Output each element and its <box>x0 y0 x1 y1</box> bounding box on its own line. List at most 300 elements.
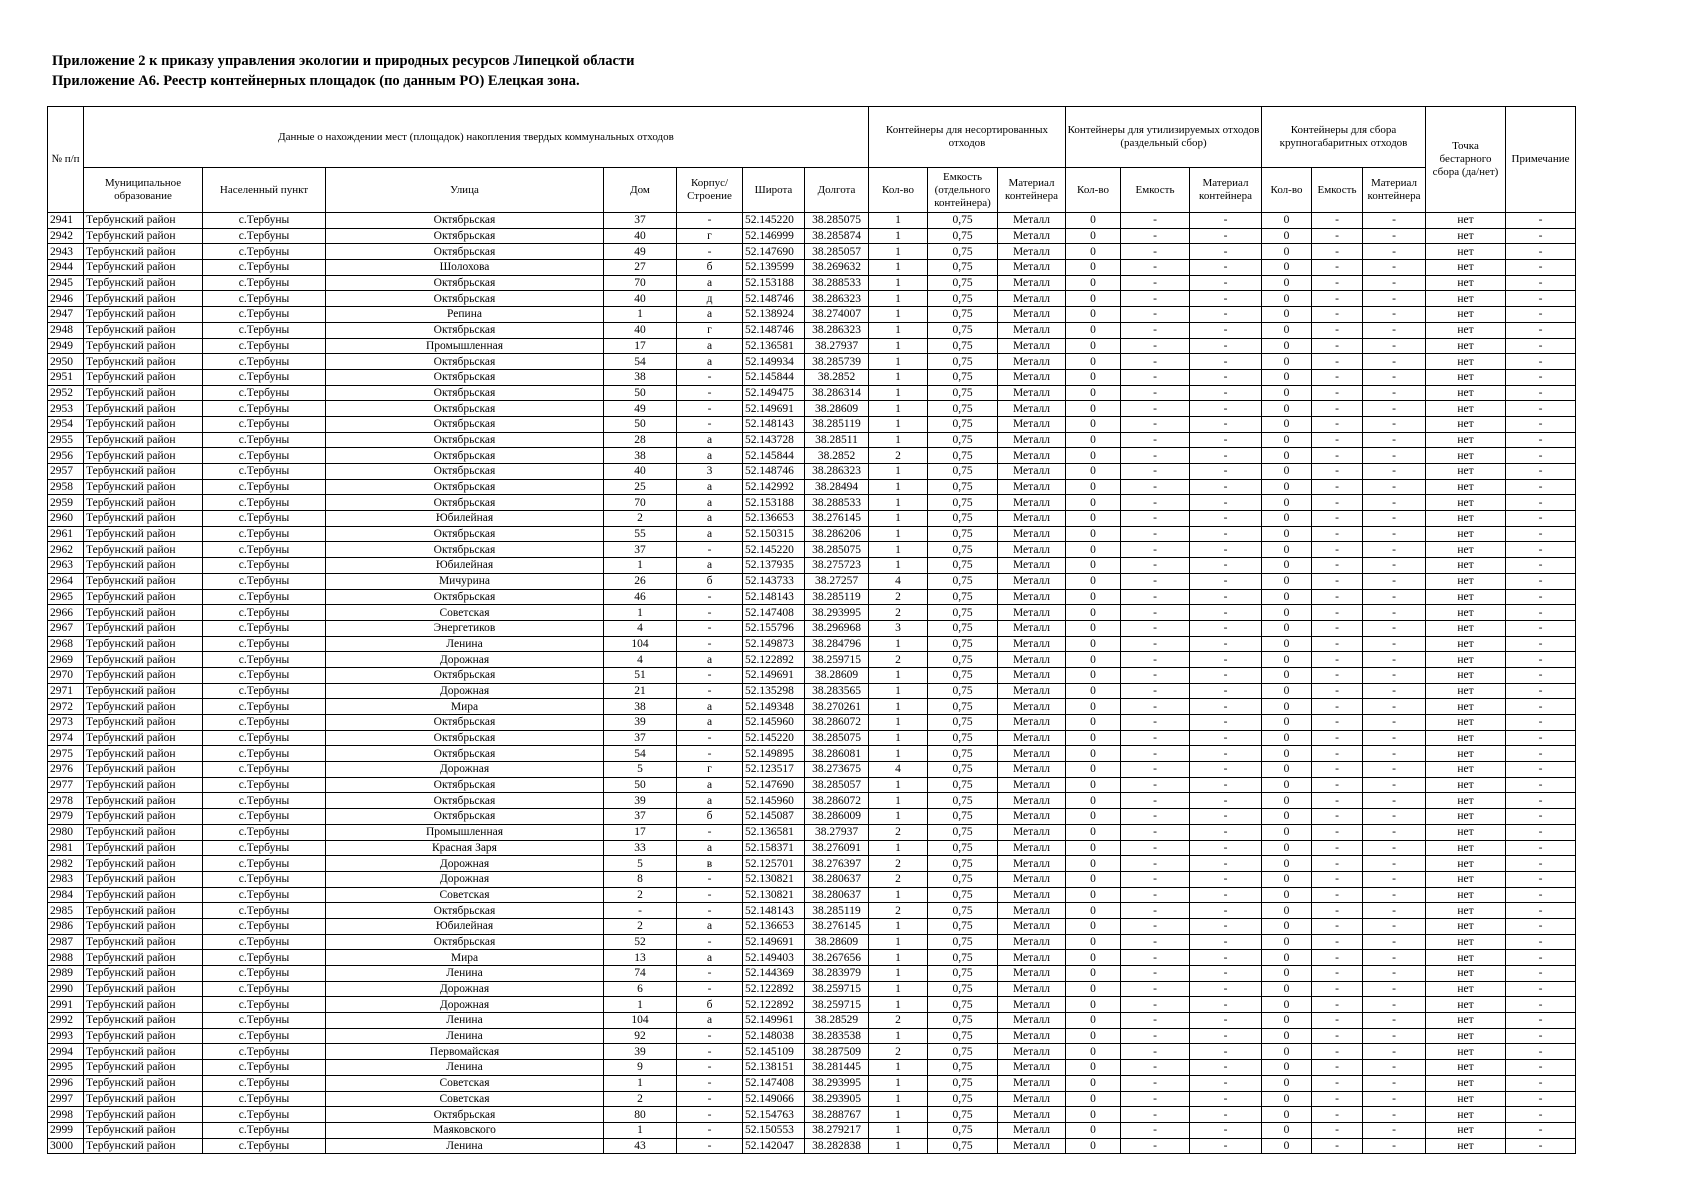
cell-municipality: Тербунский район <box>84 589 203 605</box>
cell-house: 1 <box>604 1122 677 1138</box>
cell-num: 2971 <box>48 683 84 699</box>
cell-u-material: Металл <box>998 401 1066 417</box>
cell-municipality: Тербунский район <box>84 636 203 652</box>
header-recycle-group: Контейнеры для утилизируемых отходов (раздельный сбор) <box>1066 107 1262 168</box>
cell-municipality: Тербунский район <box>84 260 203 276</box>
cell-u-material: Металл <box>998 918 1066 934</box>
cell-house: 27 <box>604 260 677 276</box>
cell-r-material: - <box>1190 636 1262 652</box>
header-bulky-group: Контейнеры для сбора крупногабаритных отходов <box>1262 107 1426 168</box>
cell-lat: 52.158371 <box>743 840 805 856</box>
cell-house: 54 <box>604 354 677 370</box>
cell-u-material: Металл <box>998 840 1066 856</box>
cell-street: Дорожная <box>326 856 604 872</box>
table-row <box>48 228 1576 244</box>
cell-lat: 52.153188 <box>743 275 805 291</box>
cell-r-material: - <box>1190 918 1262 934</box>
cell-b-capacity: - <box>1312 966 1363 982</box>
table-row <box>48 620 1576 636</box>
cell-num: 2974 <box>48 730 84 746</box>
cell-municipality: Тербунский район <box>84 762 203 778</box>
cell-street: Промышленная <box>326 338 604 354</box>
cell-r-count: 0 <box>1066 511 1121 527</box>
cell-lat: 52.143733 <box>743 573 805 589</box>
cell-b-capacity: - <box>1312 887 1363 903</box>
cell-u-capacity: 0,75 <box>928 589 998 605</box>
cell-u-material: Металл <box>998 228 1066 244</box>
cell-b-count: 0 <box>1262 291 1312 307</box>
cell-lat: 52.146999 <box>743 228 805 244</box>
cell-containerless: нет <box>1426 338 1506 354</box>
cell-u-material: Металл <box>998 887 1066 903</box>
table-row <box>48 887 1576 903</box>
cell-b-capacity: - <box>1312 338 1363 354</box>
cell-street: Юбилейная <box>326 511 604 527</box>
cell-r-count: 0 <box>1066 573 1121 589</box>
cell-u-capacity: 0,75 <box>928 464 998 480</box>
cell-r-count: 0 <box>1066 966 1121 982</box>
cell-u-count: 2 <box>869 871 928 887</box>
cell-b-material: - <box>1363 871 1426 887</box>
cell-r-count: 0 <box>1066 1107 1121 1123</box>
table-row <box>48 746 1576 762</box>
cell-u-capacity: 0,75 <box>928 981 998 997</box>
cell-note: - <box>1506 1013 1576 1029</box>
cell-house: 13 <box>604 950 677 966</box>
cell-street: Ленина <box>326 966 604 982</box>
cell-containerless: нет <box>1426 793 1506 809</box>
cell-note: - <box>1506 464 1576 480</box>
cell-building: - <box>677 1028 743 1044</box>
cell-b-capacity: - <box>1312 322 1363 338</box>
header-r-material: Материал контейнера <box>1190 168 1262 213</box>
cell-b-capacity: - <box>1312 1138 1363 1154</box>
cell-r-material: - <box>1190 213 1262 229</box>
cell-building: г <box>677 322 743 338</box>
table-row <box>48 354 1576 370</box>
cell-house: 2 <box>604 918 677 934</box>
cell-building: - <box>677 605 743 621</box>
cell-note: - <box>1506 338 1576 354</box>
cell-lat: 52.145844 <box>743 448 805 464</box>
cell-u-capacity: 0,75 <box>928 322 998 338</box>
cell-u-capacity: 0,75 <box>928 966 998 982</box>
cell-b-capacity: - <box>1312 464 1363 480</box>
cell-r-material: - <box>1190 652 1262 668</box>
cell-b-capacity: - <box>1312 903 1363 919</box>
cell-street: Советская <box>326 887 604 903</box>
cell-street: Дорожная <box>326 683 604 699</box>
table-row <box>48 369 1576 385</box>
cell-lon: 38.28494 <box>805 479 869 495</box>
cell-lon: 38.267656 <box>805 950 869 966</box>
cell-u-material: Металл <box>998 903 1066 919</box>
cell-u-count: 2 <box>869 1013 928 1029</box>
cell-u-capacity: 0,75 <box>928 918 998 934</box>
cell-municipality: Тербунский район <box>84 526 203 542</box>
cell-u-material: Металл <box>998 1013 1066 1029</box>
cell-u-count: 2 <box>869 1044 928 1060</box>
cell-u-material: Металл <box>998 416 1066 432</box>
cell-street: Ленина <box>326 1013 604 1029</box>
cell-b-capacity: - <box>1312 260 1363 276</box>
cell-containerless: нет <box>1426 762 1506 778</box>
cell-municipality: Тербунский район <box>84 542 203 558</box>
cell-lat: 52.149066 <box>743 1091 805 1107</box>
cell-municipality: Тербунский район <box>84 228 203 244</box>
cell-municipality: Тербунский район <box>84 997 203 1013</box>
cell-lon: 38.280637 <box>805 871 869 887</box>
cell-municipality: Тербунский район <box>84 291 203 307</box>
table-row <box>48 1013 1576 1029</box>
cell-house: 25 <box>604 479 677 495</box>
cell-b-capacity: - <box>1312 369 1363 385</box>
cell-containerless: нет <box>1426 934 1506 950</box>
cell-house: 1 <box>604 1075 677 1091</box>
cell-street: Мичурина <box>326 573 604 589</box>
cell-settlement: с.Тербуны <box>203 464 326 480</box>
cell-b-capacity: - <box>1312 542 1363 558</box>
cell-u-capacity: 0,75 <box>928 307 998 323</box>
cell-b-capacity: - <box>1312 479 1363 495</box>
cell-b-count: 0 <box>1262 354 1312 370</box>
cell-house: 8 <box>604 871 677 887</box>
cell-r-capacity: - <box>1121 244 1190 260</box>
cell-building: а <box>677 338 743 354</box>
cell-lon: 38.28511 <box>805 432 869 448</box>
cell-lat: 52.148143 <box>743 589 805 605</box>
cell-containerless: нет <box>1426 228 1506 244</box>
cell-u-count: 2 <box>869 448 928 464</box>
cell-r-material: - <box>1190 730 1262 746</box>
cell-municipality: Тербунский район <box>84 652 203 668</box>
cell-r-material: - <box>1190 1013 1262 1029</box>
cell-note: - <box>1506 511 1576 527</box>
cell-settlement: с.Тербуны <box>203 918 326 934</box>
cell-r-material: - <box>1190 824 1262 840</box>
cell-house: 38 <box>604 699 677 715</box>
cell-r-material: - <box>1190 1028 1262 1044</box>
cell-municipality: Тербунский район <box>84 244 203 260</box>
cell-u-capacity: 0,75 <box>928 652 998 668</box>
cell-r-capacity: - <box>1121 903 1190 919</box>
cell-num: 2984 <box>48 887 84 903</box>
cell-b-count: 0 <box>1262 573 1312 589</box>
cell-r-capacity: - <box>1121 636 1190 652</box>
cell-note: - <box>1506 401 1576 417</box>
cell-street: Октябрьская <box>326 416 604 432</box>
cell-street: Октябрьская <box>326 793 604 809</box>
table-row <box>48 1075 1576 1091</box>
cell-u-material: Металл <box>998 1028 1066 1044</box>
cell-lat: 52.143728 <box>743 432 805 448</box>
cell-note: - <box>1506 526 1576 542</box>
cell-b-count: 0 <box>1262 589 1312 605</box>
cell-b-material: - <box>1363 683 1426 699</box>
cell-b-material: - <box>1363 275 1426 291</box>
cell-b-material: - <box>1363 542 1426 558</box>
header-lon: Долгота <box>805 168 869 213</box>
header-settlement: Населенный пункт <box>203 168 326 213</box>
cell-note: - <box>1506 291 1576 307</box>
cell-r-capacity: - <box>1121 918 1190 934</box>
cell-b-material: - <box>1363 903 1426 919</box>
table-row <box>48 448 1576 464</box>
cell-u-capacity: 0,75 <box>928 385 998 401</box>
cell-r-capacity: - <box>1121 1028 1190 1044</box>
cell-building: б <box>677 997 743 1013</box>
cell-r-count: 0 <box>1066 840 1121 856</box>
cell-b-capacity: - <box>1312 275 1363 291</box>
cell-r-capacity: - <box>1121 1138 1190 1154</box>
table-row <box>48 260 1576 276</box>
cell-settlement: с.Тербуны <box>203 338 326 354</box>
cell-street: Ленина <box>326 1060 604 1076</box>
cell-containerless: нет <box>1426 213 1506 229</box>
cell-house: 2 <box>604 1091 677 1107</box>
cell-u-count: 1 <box>869 464 928 480</box>
cell-b-count: 0 <box>1262 1075 1312 1091</box>
cell-b-count: 0 <box>1262 966 1312 982</box>
cell-lat: 52.130821 <box>743 887 805 903</box>
cell-num: 2970 <box>48 667 84 683</box>
cell-b-capacity: - <box>1312 620 1363 636</box>
cell-u-capacity: 0,75 <box>928 291 998 307</box>
cell-lat: 52.148038 <box>743 1028 805 1044</box>
table-row <box>48 934 1576 950</box>
cell-lat: 52.149895 <box>743 746 805 762</box>
cell-num: 2957 <box>48 464 84 480</box>
cell-b-material: - <box>1363 950 1426 966</box>
cell-street: Октябрьская <box>326 730 604 746</box>
cell-note: - <box>1506 746 1576 762</box>
table-row <box>48 777 1576 793</box>
cell-u-material: Металл <box>998 683 1066 699</box>
cell-building: - <box>677 903 743 919</box>
cell-u-material: Металл <box>998 464 1066 480</box>
cell-house: 50 <box>604 416 677 432</box>
table-row <box>48 950 1576 966</box>
cell-lat: 52.149475 <box>743 385 805 401</box>
cell-building: - <box>677 981 743 997</box>
cell-u-material: Металл <box>998 244 1066 260</box>
table-row <box>48 1122 1576 1138</box>
cell-settlement: с.Тербуны <box>203 1122 326 1138</box>
cell-u-count: 1 <box>869 793 928 809</box>
cell-lon: 38.286081 <box>805 746 869 762</box>
cell-b-capacity: - <box>1312 385 1363 401</box>
cell-r-count: 0 <box>1066 369 1121 385</box>
cell-r-capacity: - <box>1121 762 1190 778</box>
cell-u-material: Металл <box>998 777 1066 793</box>
cell-settlement: с.Тербуны <box>203 573 326 589</box>
cell-r-count: 0 <box>1066 950 1121 966</box>
cell-r-count: 0 <box>1066 1075 1121 1091</box>
cell-b-count: 0 <box>1262 652 1312 668</box>
cell-num: 2953 <box>48 401 84 417</box>
cell-lon: 38.27257 <box>805 573 869 589</box>
cell-u-capacity: 0,75 <box>928 511 998 527</box>
cell-b-count: 0 <box>1262 762 1312 778</box>
cell-lon: 38.285057 <box>805 777 869 793</box>
cell-b-material: - <box>1363 966 1426 982</box>
cell-u-material: Металл <box>998 354 1066 370</box>
cell-building: - <box>677 683 743 699</box>
cell-b-count: 0 <box>1262 275 1312 291</box>
cell-municipality: Тербунский район <box>84 903 203 919</box>
cell-building: а <box>677 495 743 511</box>
cell-lat: 52.149934 <box>743 354 805 370</box>
cell-u-material: Металл <box>998 809 1066 825</box>
cell-r-count: 0 <box>1066 934 1121 950</box>
cell-num: 2950 <box>48 354 84 370</box>
cell-b-count: 0 <box>1262 683 1312 699</box>
cell-u-count: 1 <box>869 369 928 385</box>
cell-r-material: - <box>1190 934 1262 950</box>
cell-u-count: 1 <box>869 1028 928 1044</box>
cell-r-material: - <box>1190 683 1262 699</box>
cell-u-capacity: 0,75 <box>928 1122 998 1138</box>
cell-house: 70 <box>604 275 677 291</box>
cell-b-material: - <box>1363 401 1426 417</box>
cell-b-count: 0 <box>1262 934 1312 950</box>
cell-r-count: 0 <box>1066 918 1121 934</box>
cell-house: 92 <box>604 1028 677 1044</box>
table-row <box>48 464 1576 480</box>
cell-r-count: 0 <box>1066 1013 1121 1029</box>
cell-num: 2995 <box>48 1060 84 1076</box>
cell-b-capacity: - <box>1312 793 1363 809</box>
cell-municipality: Тербунский район <box>84 840 203 856</box>
cell-house: 104 <box>604 636 677 652</box>
cell-lon: 38.281445 <box>805 1060 869 1076</box>
cell-r-material: - <box>1190 401 1262 417</box>
cell-r-material: - <box>1190 809 1262 825</box>
cell-lon: 38.2852 <box>805 448 869 464</box>
cell-lat: 52.142992 <box>743 479 805 495</box>
cell-note: - <box>1506 918 1576 934</box>
cell-b-material: - <box>1363 652 1426 668</box>
cell-num: 2987 <box>48 934 84 950</box>
cell-containerless: нет <box>1426 966 1506 982</box>
cell-street: Октябрьская <box>326 322 604 338</box>
cell-u-count: 1 <box>869 479 928 495</box>
cell-b-count: 0 <box>1262 840 1312 856</box>
cell-b-material: - <box>1363 526 1426 542</box>
cell-note: - <box>1506 479 1576 495</box>
cell-containerless: нет <box>1426 416 1506 432</box>
cell-b-count: 0 <box>1262 1028 1312 1044</box>
cell-note: - <box>1506 542 1576 558</box>
cell-note: - <box>1506 275 1576 291</box>
cell-u-material: Металл <box>998 856 1066 872</box>
cell-note: - <box>1506 573 1576 589</box>
cell-r-count: 0 <box>1066 856 1121 872</box>
cell-b-capacity: - <box>1312 730 1363 746</box>
cell-u-count: 2 <box>869 824 928 840</box>
cell-containerless: нет <box>1426 448 1506 464</box>
cell-num: 2968 <box>48 636 84 652</box>
table-row <box>48 1028 1576 1044</box>
cell-containerless: нет <box>1426 573 1506 589</box>
cell-house: 49 <box>604 244 677 260</box>
cell-street: Октябрьская <box>326 809 604 825</box>
cell-settlement: с.Тербуны <box>203 416 326 432</box>
cell-b-capacity: - <box>1312 652 1363 668</box>
cell-b-capacity: - <box>1312 307 1363 323</box>
cell-b-count: 0 <box>1262 495 1312 511</box>
cell-r-count: 0 <box>1066 275 1121 291</box>
cell-num: 2942 <box>48 228 84 244</box>
cell-street: Ленина <box>326 636 604 652</box>
cell-u-capacity: 0,75 <box>928 699 998 715</box>
cell-r-material: - <box>1190 605 1262 621</box>
cell-street: Октябрьская <box>326 228 604 244</box>
cell-b-count: 0 <box>1262 432 1312 448</box>
table-row <box>48 793 1576 809</box>
cell-lon: 38.280637 <box>805 887 869 903</box>
cell-num: 2948 <box>48 322 84 338</box>
cell-b-count: 0 <box>1262 542 1312 558</box>
cell-containerless: нет <box>1426 1028 1506 1044</box>
cell-note: - <box>1506 448 1576 464</box>
cell-r-capacity: - <box>1121 871 1190 887</box>
cell-r-material: - <box>1190 1075 1262 1091</box>
cell-containerless: нет <box>1426 1091 1506 1107</box>
table-row <box>48 1060 1576 1076</box>
cell-u-count: 1 <box>869 526 928 542</box>
table-row <box>48 824 1576 840</box>
cell-r-count: 0 <box>1066 322 1121 338</box>
cell-b-capacity: - <box>1312 1013 1363 1029</box>
cell-settlement: с.Тербуны <box>203 244 326 260</box>
cell-settlement: с.Тербуны <box>203 715 326 731</box>
cell-note: - <box>1506 260 1576 276</box>
cell-r-count: 0 <box>1066 730 1121 746</box>
cell-lon: 38.285057 <box>805 244 869 260</box>
cell-building: а <box>677 307 743 323</box>
cell-building: - <box>677 542 743 558</box>
cell-u-capacity: 0,75 <box>928 1107 998 1123</box>
cell-r-material: - <box>1190 322 1262 338</box>
cell-r-capacity: - <box>1121 1091 1190 1107</box>
cell-r-capacity: - <box>1121 589 1190 605</box>
cell-street: Красная Заря <box>326 840 604 856</box>
cell-containerless: нет <box>1426 887 1506 903</box>
cell-r-material: - <box>1190 793 1262 809</box>
cell-b-material: - <box>1363 260 1426 276</box>
cell-municipality: Тербунский район <box>84 275 203 291</box>
cell-settlement: с.Тербуны <box>203 620 326 636</box>
cell-settlement: с.Тербуны <box>203 307 326 323</box>
cell-street: Промышленная <box>326 824 604 840</box>
cell-lon: 38.285075 <box>805 213 869 229</box>
cell-b-material: - <box>1363 667 1426 683</box>
cell-r-capacity: - <box>1121 1107 1190 1123</box>
cell-b-capacity: - <box>1312 934 1363 950</box>
cell-num: 2978 <box>48 793 84 809</box>
cell-b-count: 0 <box>1262 479 1312 495</box>
cell-r-material: - <box>1190 1122 1262 1138</box>
table-row <box>48 401 1576 417</box>
cell-b-material: - <box>1363 887 1426 903</box>
cell-municipality: Тербунский район <box>84 1107 203 1123</box>
cell-note: - <box>1506 558 1576 574</box>
cell-building: - <box>677 887 743 903</box>
cell-house: 4 <box>604 620 677 636</box>
cell-num: 2981 <box>48 840 84 856</box>
cell-containerless: нет <box>1426 260 1506 276</box>
